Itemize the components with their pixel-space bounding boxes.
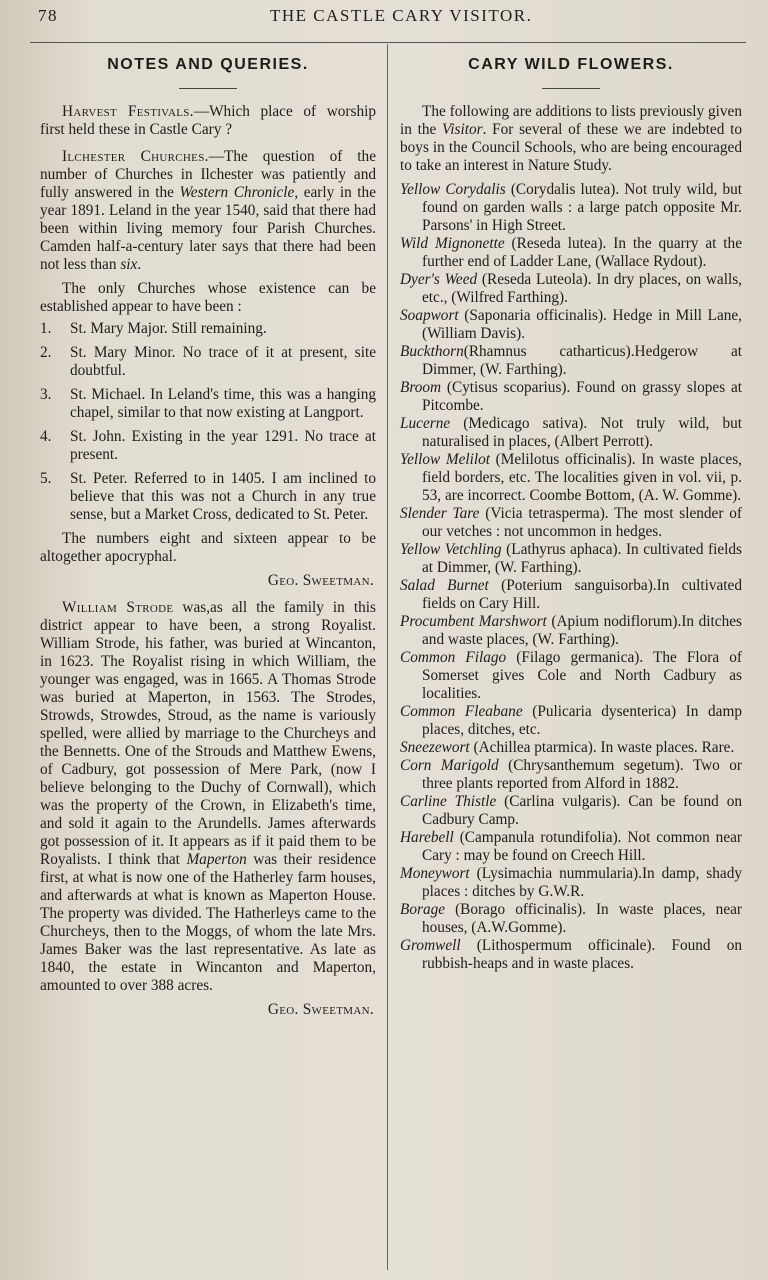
intro-text-cont: . For several of these we are indebted to boys in the Council Schools, who are being encouraged to take an interest in Nature Study.: [400, 121, 742, 174]
flower-common-name: Corn Marigold: [400, 757, 499, 774]
church-text: St. Mary Minor. No trace of it at present, site doubtful.: [70, 344, 376, 379]
apocryphal-note: The numbers eight and sixteen appear to be altogether apocryphal.: [40, 530, 376, 565]
title-rule: [542, 88, 600, 89]
flower-details: (Apium nodiflorum).In ditches and waste places, (W. Farthing).: [422, 613, 742, 648]
flower-entry: [400, 577, 742, 613]
flower-common-name: Harebell: [400, 829, 454, 846]
church-item: [40, 320, 376, 338]
notes-and-queries-column: [40, 50, 376, 1019]
wild-flowers-intro: [400, 103, 742, 175]
page-number: 78: [38, 6, 58, 25]
flower-common-name: Lucerne: [400, 415, 451, 432]
journal-title: THE CASTLE CARY VISITOR.: [270, 6, 533, 25]
church-item: [40, 428, 376, 464]
flower-details: (Carlina vulgaris). Can be found on Cadbury Camp.: [422, 793, 742, 828]
flower-common-name: Procumbent Marshwort: [400, 613, 547, 630]
flower-common-name: Gromwell: [400, 937, 461, 954]
flower-details: (Reseda Luteola). In dry places, on walls, etc., (Wilfred Farthing).: [422, 271, 742, 306]
flower-details: (Cytisus scoparius). Found on grassy slopes at Pitcombe.: [422, 379, 742, 414]
flower-details: (Filago germanica). The Flora of Somerset gives Cole and North Cadbury as localities.: [422, 649, 742, 702]
ilchester-text-end: .: [137, 256, 142, 273]
flower-details: (Vicia tetrasperma). The most slender of our vetches : not uncommon in hedges.: [422, 505, 742, 540]
header-rule: [30, 42, 746, 43]
flower-common-name: Yellow Vetchling: [400, 541, 502, 558]
church-item: [40, 344, 376, 380]
signature-sweetman: Geo. Sweetman.: [267, 1001, 374, 1018]
flower-details: (Reseda lutea). In the quarry at the further end of Ladder Lane, (Wallace Rydout).: [422, 235, 742, 270]
wild-flowers-title: CARY WILD FLOWERS.: [468, 56, 674, 73]
flower-details: (Poterium sanguisorba).In cultivated fields on Cary Hill.: [422, 577, 742, 612]
flower-common-name: Borage: [400, 901, 446, 918]
flower-entry: [400, 307, 742, 343]
church-text: St. John. Existing in the year 1291. No trace at present.: [70, 428, 376, 463]
ilchester-text-cont: , early in the year 1891. Leland in the year 1540, said that there had been within living memory four Parish Churches. Camden half-a-century later says that there had been not less than: [40, 184, 376, 273]
flower-details: (Rhamnus catharticus).Hedgerow at Dimmer, (W. Farthing).: [422, 343, 742, 378]
william-strode-note: [40, 599, 376, 995]
flower-details: (Corydalis lutea). Not truly wild, but found on garden walls : a large patch opposite Mr. Parsons' in High Street.: [422, 181, 742, 234]
flower-details: (Pulicaria dysenterica) In damp places, ditches, etc.: [422, 703, 742, 738]
flower-common-name: Dyer's Weed: [400, 271, 478, 288]
churches-intro: The only Churches whose existence can be established appear to have been :: [40, 280, 376, 315]
flower-details: (Melilotus officinalis). In waste places, field borders, etc. The localities given in vol. vii, p. 53, are incorrect. Coombe Bottom, (A. W. Gomme).: [422, 451, 743, 504]
flower-entry: [400, 703, 742, 739]
flower-details: (Medicago sativa). Not truly wild, but naturalised in places, (Albert Perrott).: [422, 415, 742, 450]
flower-entry: [400, 235, 742, 271]
flower-common-name: Moneywort: [400, 865, 470, 882]
flower-entry: [400, 181, 742, 235]
church-text: St. Michael. In Leland's time, this was a hanging chapel, similar to that now existing at Langport.: [70, 386, 376, 421]
flower-common-name: Wild Mignonette: [400, 235, 505, 252]
notes-queries-title: NOTES AND QUERIES.: [107, 56, 309, 73]
strode-heading: William Strode: [62, 599, 174, 616]
strode-italic-maperton: Maperton: [186, 851, 247, 868]
flower-entry: [400, 829, 742, 865]
flower-entry: [400, 739, 742, 757]
flower-details: (Borago officinalis). In waste places, near houses, (A.W.Gomme).: [422, 901, 742, 936]
flower-common-name: Common Fleabane: [400, 703, 523, 720]
flower-common-name: Carline Thistle: [400, 793, 497, 810]
church-number: 4.: [40, 428, 52, 445]
church-number: 1.: [40, 320, 52, 337]
flower-entry: [400, 271, 742, 307]
flower-entry: [400, 451, 742, 505]
ilchester-churches-note: [40, 148, 376, 274]
flower-details: (Lathyrus aphaca). In cultivated fields at Dimmer, (W. Farthing).: [422, 541, 742, 576]
church-list: [40, 320, 376, 524]
signature-sweetman: Geo. Sweetman.: [267, 572, 374, 589]
flower-common-name: Soapwort: [400, 307, 459, 324]
flower-entry: [400, 343, 742, 379]
flower-details: (Lithospermum officinale). Found on rubbish-heaps and in waste places.: [422, 937, 742, 972]
visitor-title: Visitor: [442, 121, 483, 138]
flower-entry: [400, 541, 742, 577]
strode-text-cont: was their residence first, at what is now one of the Hatherley farm houses, and afterwards at what is known as Maperton House. The property was divided. The Hatherleys came to the Churcheys, then to the Moggs, of whom the late Mrs. James Baker was the last representative. As late as 1840, the estate in Wincanton and Maperton, amounted to over 388 acres.: [40, 851, 376, 994]
church-item: [40, 470, 376, 524]
flower-details: (Campanula rotundifolia). Not common near Cary : may be found on Creech Hill.: [422, 829, 742, 864]
flower-common-name: Yellow Corydalis: [400, 181, 506, 198]
flower-list: [400, 181, 742, 973]
flower-common-name: Broom: [400, 379, 442, 396]
flower-entry: [400, 505, 742, 541]
flower-common-name: Salad Burnet: [400, 577, 489, 594]
harvest-heading: Harvest Festivals.: [62, 103, 194, 120]
flower-common-name: Common Filago: [400, 649, 507, 666]
ilchester-italic-six: six: [120, 256, 138, 273]
flower-details: (Chrysanthemum segetum). Two or three plants reported from Alford in 1882.: [422, 757, 742, 792]
flower-details: (Lysimachia nummularia).In damp, shady places : ditches by G.W.R.: [422, 865, 742, 900]
wild-flowers-column: [400, 50, 742, 973]
flower-details: (Achillea ptarmica). In waste places. Rare.: [469, 739, 735, 756]
flower-common-name: Sneezewort: [400, 739, 470, 756]
flower-entry: [400, 613, 742, 649]
harvest-text: —Which place of worship first held these in Castle Cary ?: [40, 103, 376, 138]
flower-entry: [400, 865, 742, 901]
western-chronicle-title: Western Chronicle: [179, 184, 295, 201]
flower-entry: [400, 937, 742, 973]
flower-common-name: Yellow Melilot: [400, 451, 491, 468]
intro-text: The following are additions to lists previously given in the: [400, 103, 742, 138]
flower-entry: [400, 793, 742, 829]
column-divider: [387, 44, 388, 1270]
flower-common-name: Slender Tare: [400, 505, 480, 522]
title-rule: [179, 88, 237, 89]
ilchester-heading: Ilchester Churches.: [62, 148, 209, 165]
flower-entry: [400, 757, 742, 793]
church-number: 3.: [40, 386, 52, 403]
flower-entry: [400, 415, 742, 451]
flower-entry: [400, 649, 742, 703]
harvest-festivals-note: [40, 103, 376, 139]
flower-common-name: Buckthorn: [400, 343, 464, 360]
church-item: [40, 386, 376, 422]
flower-entry: [400, 379, 742, 415]
church-text: St. Mary Major. Still remaining.: [70, 320, 267, 337]
church-number: 2.: [40, 344, 52, 361]
running-head: [38, 6, 744, 30]
church-text: St. Peter. Referred to in 1405. I am inclined to believe that this was not a Church in any true sense, but a Market Cross, dedicated to St. Peter.: [70, 470, 376, 523]
church-number: 5.: [40, 470, 52, 487]
strode-text: was,as all the family in this district appear to have been, a strong Royalist. William Strode, his father, was buried at Wincanton, in 1623. The Royalist rising in which William, the younger was engaged, was in 1665. A Thomas Strode was buried at Maperton, in 1563. The Strodes, Strowds, Strowdes, Stroud, as the name is variously spelled, were allied by marriage to the Churcheys and the Bennetts. One of the Strouds and Matthew Ewens, of Cadbury, got possession of Mere Park, (now I believe belonging to the Duchy of Cornwall), which was the property of the Crown, in Elizabeth's time, and sold it again to the Arundells. James afterwards got possession of it. It appears as if it paid them to be Royalists. I think that: [40, 599, 376, 868]
flower-details: (Saponaria officinalis). Hedge in Mill Lane, (William Davis).: [422, 307, 742, 342]
flower-entry: [400, 901, 742, 937]
ilchester-text: —The question of the number of Churches in Ilchester was patiently and fully answered in the: [40, 148, 376, 201]
